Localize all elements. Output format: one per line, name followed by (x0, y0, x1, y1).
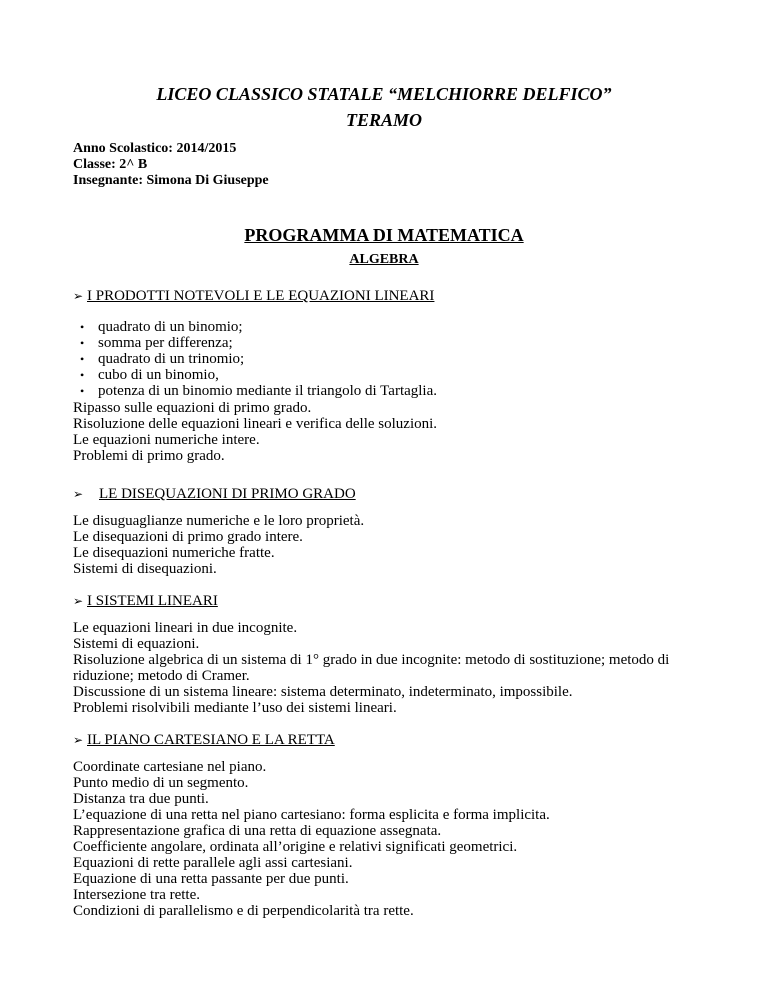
section-heading-prodotti-notevoli (73, 288, 434, 304)
list-item-text: quadrato di un binomio; (98, 319, 243, 335)
page-subtitle: ALGEBRA (349, 252, 419, 267)
text-line: Sistemi di equazioni. (73, 636, 200, 652)
section-heading-sistemi-lineari (73, 593, 218, 609)
text-line: Risoluzione algebrica di un sistema di 1° grado in due incognite: metodo di sostituzione; metodo di (73, 652, 670, 668)
text-line: Sistemi di disequazioni. (73, 561, 217, 577)
text-line: Le disequazioni di primo grado intere. (73, 529, 303, 545)
school-name: LICEO CLASSICO STATALE “MELCHIORRE DELFICO” (156, 84, 612, 104)
page-title: PROGRAMMA DI MATEMATICA (244, 225, 524, 245)
document-meta (73, 141, 269, 189)
bullet-list (80, 319, 437, 399)
text-line: Punto medio di un segmento. (73, 775, 249, 791)
text-line: Risoluzione delle equazioni lineari e verifica delle soluzioni. (73, 416, 438, 432)
school-year: Anno Scolastico: 2014/2015 (73, 141, 237, 156)
section-heading-disequazioni (73, 486, 356, 502)
bullet-dot-icon: • (80, 320, 85, 334)
section-body-prodotti-notevoli (73, 400, 713, 464)
list-item-text: cubo di un binomio, (98, 367, 219, 383)
list-item (80, 367, 437, 383)
bullet-dot-icon: • (80, 384, 85, 398)
text-line: Problemi risolvibili mediante l’uso dei sistemi lineari. (73, 700, 397, 716)
bullet-dot-icon: • (80, 352, 85, 366)
bullet-dot-icon: • (80, 336, 85, 350)
list-item-text: somma per differenza; (98, 335, 233, 351)
list-item (80, 351, 437, 367)
text-line: Distanza tra due punti. (73, 791, 209, 807)
text-line: Le disequazioni numeriche fratte. (73, 545, 275, 561)
text-line: Le equazioni lineari in due incognite. (73, 620, 298, 636)
text-line: Le equazioni numeriche intere. (73, 432, 260, 448)
teacher-name: Insegnante: Simona Di Giuseppe (73, 173, 269, 188)
list-item-text: potenza di un binomio mediante il triangolo di Tartaglia. (98, 383, 438, 399)
text-line: Ripasso sulle equazioni di primo grado. (73, 400, 312, 416)
section-heading-piano-cartesiano (73, 732, 335, 748)
text-line: Coefficiente angolare, ordinata all’origine e relativi significati geometrici. (73, 839, 518, 855)
text-line: Problemi di primo grado. (73, 448, 225, 464)
text-line: Equazioni di rette parallele agli assi cartesiani. (73, 855, 353, 871)
section-body-sistemi-lineari (73, 620, 713, 716)
section-heading-label: LE DISEQUAZIONI DI PRIMO GRADO (99, 486, 356, 502)
text-line: Intersezione tra rette. (73, 887, 201, 903)
section-body-disequazioni (73, 513, 713, 577)
bullet-dot-icon: • (80, 368, 85, 382)
text-line: L’equazione di una retta nel piano cartesiano: forma esplicita e forma implicita. (73, 807, 550, 823)
arrow-bullet-icon: ➢ (73, 594, 84, 608)
text-line: riduzione; metodo di Cramer. (73, 668, 250, 684)
city-name: TERAMO (345, 110, 423, 130)
text-line: Condizioni di parallelismo e di perpendicolarità tra rette. (73, 903, 414, 919)
arrow-bullet-icon: ➢ (73, 487, 84, 501)
section-heading-label: I SISTEMI LINEARI (87, 593, 218, 609)
text-line: Equazione di una retta passante per due punti. (73, 871, 349, 887)
arrow-bullet-icon: ➢ (73, 733, 84, 747)
section-body-piano-cartesiano (73, 759, 713, 919)
text-line: Coordinate cartesiane nel piano. (73, 759, 267, 775)
list-item-text: quadrato di un trinomio; (98, 351, 245, 367)
section-heading-label: IL PIANO CARTESIANO E LA RETTA (87, 732, 335, 748)
list-item (80, 383, 437, 399)
class-name: Classe: 2^ B (73, 157, 148, 172)
list-item (80, 335, 437, 351)
section-heading-label: I PRODOTTI NOTEVOLI E LE EQUAZIONI LINEARI (87, 288, 435, 304)
text-line: Rappresentazione grafica di una retta di equazione assegnata. (73, 823, 442, 839)
text-line: Discussione di un sistema lineare: sistema determinato, indeterminato, impossibile. (73, 684, 573, 700)
arrow-bullet-icon: ➢ (73, 289, 84, 303)
text-line: Le disuguaglianze numeriche e le loro proprietà. (73, 513, 365, 529)
list-item (80, 319, 437, 335)
